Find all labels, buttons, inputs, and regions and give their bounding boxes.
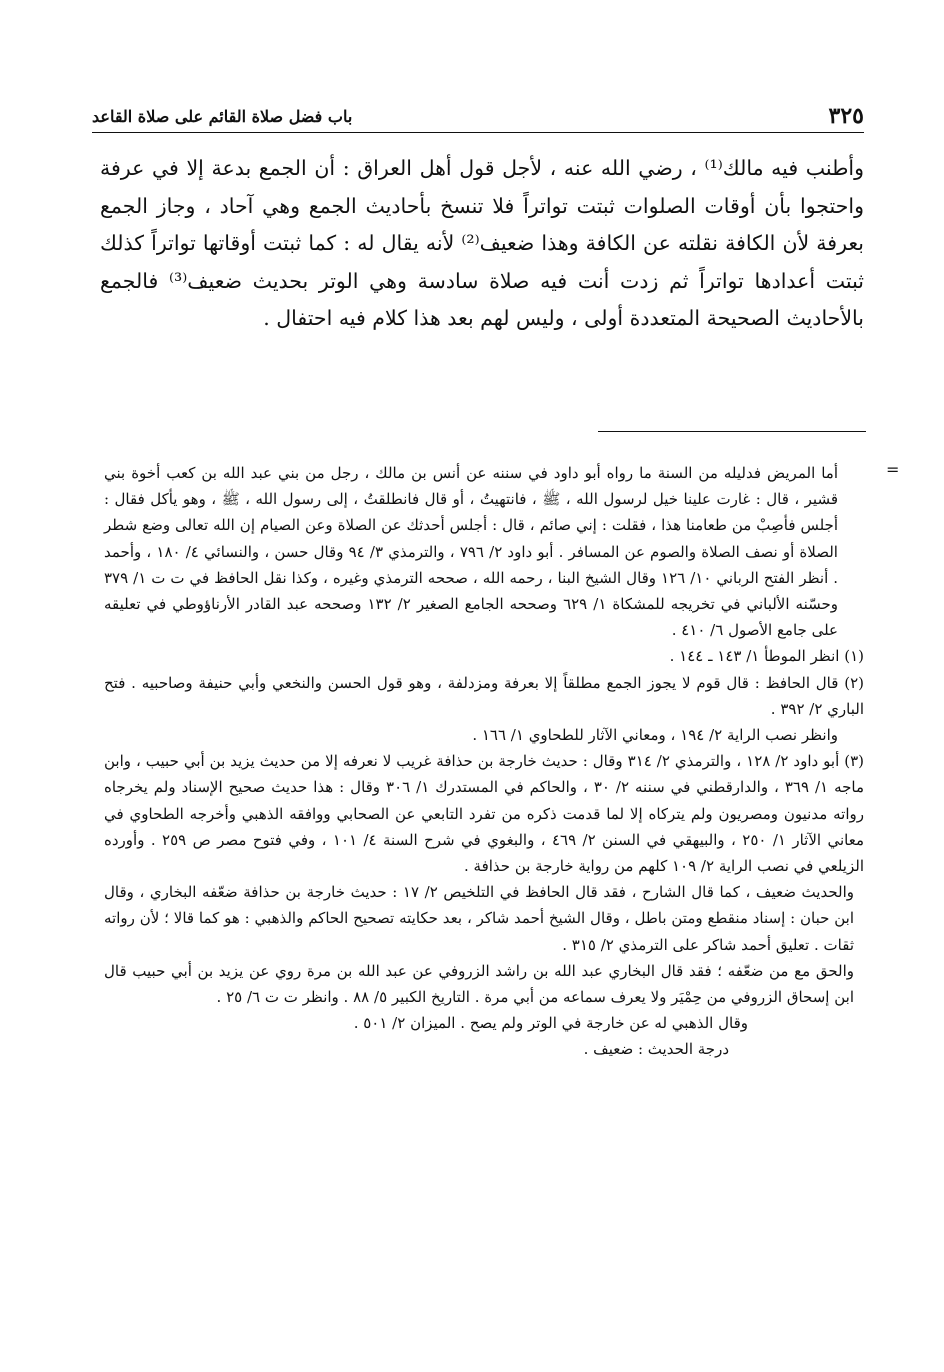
main-text [100,150,864,338]
hadith-grade: درجة الحديث : ضعيف . [583,1040,729,1059]
continuation-mark: = [886,460,900,479]
footnote-continuation: أما المريض فدليله من السنة ما رواه أبو داود في سننه عن أنس بن مالك ، رجل من بني عبد الله بن كعب أخوة بني قشير ، قال : غارت علينا خيل لرسول الله ، ﷺ ، فانتهيتُ ، أو قال فانطلقتُ ، إلى رسول الله ، ﷺ ، وهو يأكل فقال : أجلس فأصِبْ من طعامنا هذا ، فقلت : إني صائم ، قال : أجلس أحدثك عن الصلاة وعن الصيام إن الله تعالى وضع شطر الصلاة أو نصف الصلاة والصوم عن المسافر . أبو داود ٢/ ٧٩٦ ، والترمذي ٣/ ٩٤ وقال حسن ، والنسائي ٤/ ١٨٠ ، وأحمد . أنظر الفتح الرباني ١٠/ ١٢٦ وقال الشيخ البنا ، رحمه الله ، صححه الترمذي وغيره ، وكذا نقل الحافظ في ت ت ١/ ٣٧٩ وحسّنه الألباني في تخريجه للمشكاة ١/ ٦٢٩ وصححه الجامع الصغير ٢/ ١٣٢ وصححه عبد القادر الأرناؤوطي في تعليقه على جامع الأصول ٦/ ٤١٠ . [104,464,838,640]
footnote-3-paragraph-3: والحق مع من ضعّفه ؛ فقد قال البخاري عبد الله بن راشد الزروفي عن عبد الله بن مرة روي عن يزيد بن أبي حبيب قال ابن إسحاق الزروفي من حِمْيَر ولا يعرف سماعه من أبي مرة . التاريخ الكبير ٥/ ٨٨ . وانظر ت ت ٦/ ٢٥ . [104,961,854,1007]
footnote-3: (٣) أبو داود ٢/ ١٢٨ ، والترمذي ٢/ ٣١٤ وقال : حديث خارجة بن حذافة غريب لا نعرفه إلا من حديث يزيد بن أبي حبيب ، وابن ماجه ١/ ٣٦٩ ، والدارقطني في سننه ٢/ ٣٠ ، والحاكم في المستدرك ١/ ٣٠٦ وقال : هذا حديث صحيح الإسناد ولم يخرجاه رواته مدنيون ومصريون ولم يتركاه إلا لما قدمت ذكره من تفرد التابعي عن الصحابي ووافقه الذهبي وأخرجه الطحاوي في معاني الآثار ١/ ٢٥٠ ، والبيهقي في السنن ٢/ ٤٦٩ ، والبغوي في شرح السنة ٤/ ١٠١ ، وفي فتوح مصر ص ٢٥٩ . وأورده الزيلعي في نصب الراية ٢/ ١٠٩ كلهم من رواية خارجة بن حذافة . [104,752,865,876]
main-paragraph: وأطنب فيه مالك⁽¹⁾ ، رضي الله عنه ، لأجل قول أهل العراق : أن الجمع بدعة إلا في عرفة واحتجوا بأن أوقات الصلوات ثبتت تواتراً فلا تنسخ بأحاديث الجمع وهي آحاد ، وجاز الجمع بعرفة لأن الكافة نقلته عن الكافة وهذا ضعيف⁽²⁾ لأنه يقال له : كما ثبتت أوقاتها تواتراً كذلك ثبتت أعدادها تواتراً ثم زدت أنت فيه صلاة سادسة وهي الوتر بحديث ضعيف⁽³⁾ فالجمع بالأحاديث الصحيحة المتعددة أولى ، وليس لهم بعد هذا كلام فيه احتفال . [100,156,865,331]
page-number: ٣٢٥ [828,103,864,129]
running-title: باب فضل صلاة القائم على صلاة القاعد [92,106,353,126]
page-header [92,100,864,133]
footnote-2: (٢) قال الحافظ : قال قوم لا يجوز الجمع مطلقاً إلا بعرفة ومزدلفة ، وهو قول الحسن والنخعي وأبي حنيفة وصاحبيه . فتح الباري ٢/ ٣٩٢ . [104,673,864,718]
footnote-3-paragraph-2: والحديث ضعيف ، كما قال الشارح ، فقد قال الحافظ في التلخيص ٢/ ١٧ : حديث خارجة بن حذافة ضعّفه البخاري ، وقال ابن حبان : إسناد منقطع ومتن باطل ، وقال الشيخ أحمد شاكر ، بعد حكايته تصحيح الحاكم والذهبي : هو كما قالا ؛ لأن رواته ثقات . تعليق أحمد شاكر على الترمذي ٢/ ٣١٥ . [104,883,855,954]
footnotes [104,460,864,1063]
footnote-separator [598,431,866,432]
footnote-2-extra: وانظر نصب الراية ٢/ ١٩٤ ، ومعاني الآثار للطحاوي ١/ ١٦٦ . [472,726,838,745]
footnote-3-paragraph-4: وقال الذهبي له عن خارجة في الوتر ولم يصح . الميزان ٢/ ٥٠١ . [353,1014,748,1033]
footnote-1: (١) انظر الموطأ ١/ ١٤٣ ـ ١٤٤ . [669,647,864,666]
